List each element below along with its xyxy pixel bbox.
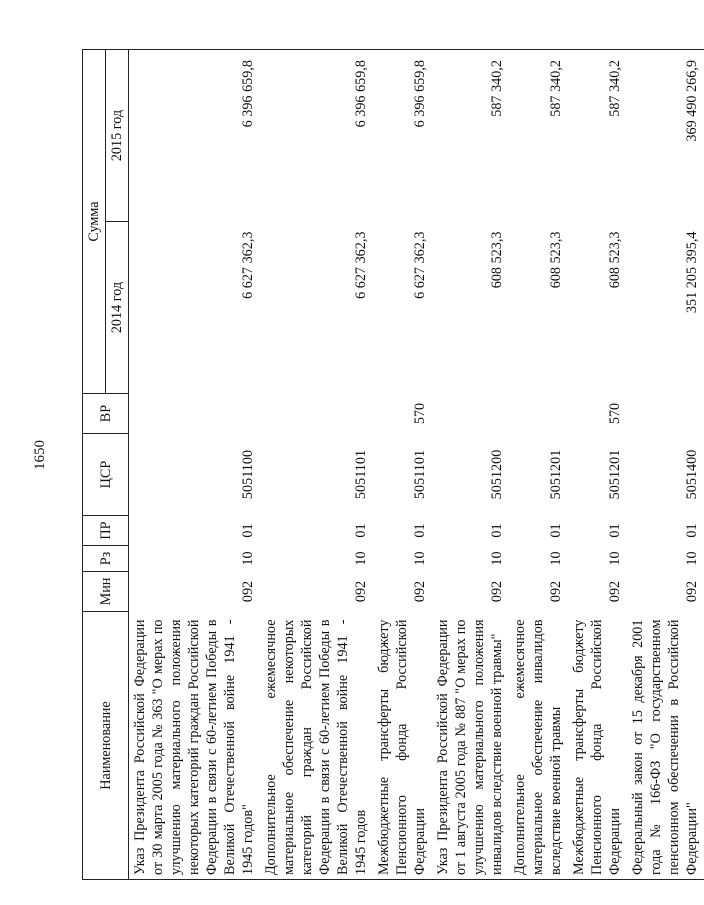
row-pr: 01 [548, 523, 564, 538]
header-sum: Сумма [83, 50, 106, 394]
table-row [509, 50, 568, 880]
row-name: Федеральный закон от 15 декабря 2001 года № 166-ФЗ "О государственном пенсионном обеспечении в Российской Федерации" [627, 612, 704, 880]
row-min: 092 [412, 580, 428, 603]
row-name: Дополнительное ежемесячное материальное обеспечение инвалидов вследствие военной травмы [509, 612, 568, 880]
row-csr: 5051201 [548, 449, 564, 500]
row-csr: 5051100 [240, 449, 256, 500]
header-rz: Рз [83, 546, 129, 572]
row-csr: 5051201 [607, 449, 623, 500]
row-min: 092 [353, 580, 369, 603]
row-min: 092 [489, 580, 505, 603]
row-sum-2014: 608 523,3 [548, 231, 564, 289]
row-sum-2014: 6 627 362,3 [240, 231, 256, 299]
row-pr: 01 [684, 523, 700, 538]
row-sum-2014: 351 205 395,4 [684, 231, 700, 314]
row-sum-2014: 6 627 362,3 [412, 231, 428, 299]
row-vr: 570 [607, 402, 623, 425]
row-name: Межбюджетные трансферты бюджету Пенсионного фонда Российской Федерации [568, 612, 627, 880]
row-vr [129, 394, 261, 434]
row-name: Указ Президента Российской Федерации от 1 августа 2005 года № 887 "О мерах по улучшению материального положения инвалидов вследствие военной травмы" [432, 612, 509, 880]
table-row [432, 50, 509, 880]
row-pr: 01 [353, 523, 369, 538]
row-min: 092 [607, 580, 623, 603]
table-row [568, 50, 627, 880]
budget-table [82, 49, 704, 880]
table-row [627, 50, 704, 880]
rotated-page [82, 50, 700, 880]
row-sum-2015: 587 340,2 [568, 50, 627, 222]
row-rz: 10 [240, 551, 256, 566]
row-min: 092 [548, 580, 564, 603]
row-sum-2015: 6 396 659,8 [129, 50, 261, 222]
row-csr: 5051101 [412, 449, 428, 500]
row-rz: 10 [548, 551, 564, 566]
row-pr: 01 [607, 523, 623, 538]
row-pr: 01 [489, 523, 505, 538]
header-2015: 2015 год [106, 50, 129, 222]
row-csr: 5051101 [353, 449, 369, 500]
row-sum-2015: 369 490 266,9 [627, 50, 704, 222]
header-2014: 2014 год [106, 222, 129, 394]
row-vr: 570 [412, 402, 428, 425]
header-pr: ПР [83, 516, 129, 546]
row-pr: 01 [412, 523, 428, 538]
row-sum-2015: 587 340,2 [509, 50, 568, 222]
table-row [260, 50, 373, 880]
row-csr: 5051200 [489, 449, 505, 500]
page-number-container [32, 415, 54, 495]
row-sum-2014: 608 523,3 [607, 231, 623, 289]
header-vr: ВР [83, 394, 129, 434]
row-rz: 10 [607, 551, 623, 566]
header-csr: ЦСР [83, 434, 129, 516]
row-sum-2014: 6 627 362,3 [353, 231, 369, 299]
header-min: Мин [83, 572, 129, 612]
row-sum-2014: 608 523,3 [489, 231, 505, 289]
row-name: Указ Президента Российской Федерации от 30 марта 2005 года № 363 "О мерах по улучшению материального положения некоторых категорий граждан Российской Федерации в связи с 60-летием Победы в Великой Отечественной войне 1941 - 1945 годов" [129, 612, 261, 880]
page-number: 1650 [32, 440, 48, 470]
row-pr: 01 [240, 523, 256, 538]
row-sum-2015: 587 340,2 [432, 50, 509, 222]
table-row [129, 50, 261, 880]
row-vr [627, 394, 704, 434]
row-min: 092 [240, 580, 256, 603]
row-rz: 10 [684, 551, 700, 566]
row-rz: 10 [489, 551, 505, 566]
row-rz: 10 [412, 551, 428, 566]
row-min: 092 [684, 580, 700, 603]
row-sum-2015: 6 396 659,8 [260, 50, 373, 222]
row-name: Дополнительное ежемесячное материальное обеспечение некоторых категорий граждан Российской Федерации в связи с 60-летием Победы в Великой Отечественной войне 1941 - 1945 годов [260, 612, 373, 880]
header-name: Наименование [83, 612, 129, 880]
row-rz: 10 [353, 551, 369, 566]
row-vr [509, 394, 568, 434]
row-csr: 5051400 [684, 449, 700, 500]
table-row [373, 50, 432, 880]
row-vr [260, 394, 373, 434]
row-sum-2015: 6 396 659,8 [373, 50, 432, 222]
row-name: Межбюджетные трансферты бюджету Пенсионного фонда Российской Федерации [373, 612, 432, 880]
row-vr [432, 394, 509, 434]
